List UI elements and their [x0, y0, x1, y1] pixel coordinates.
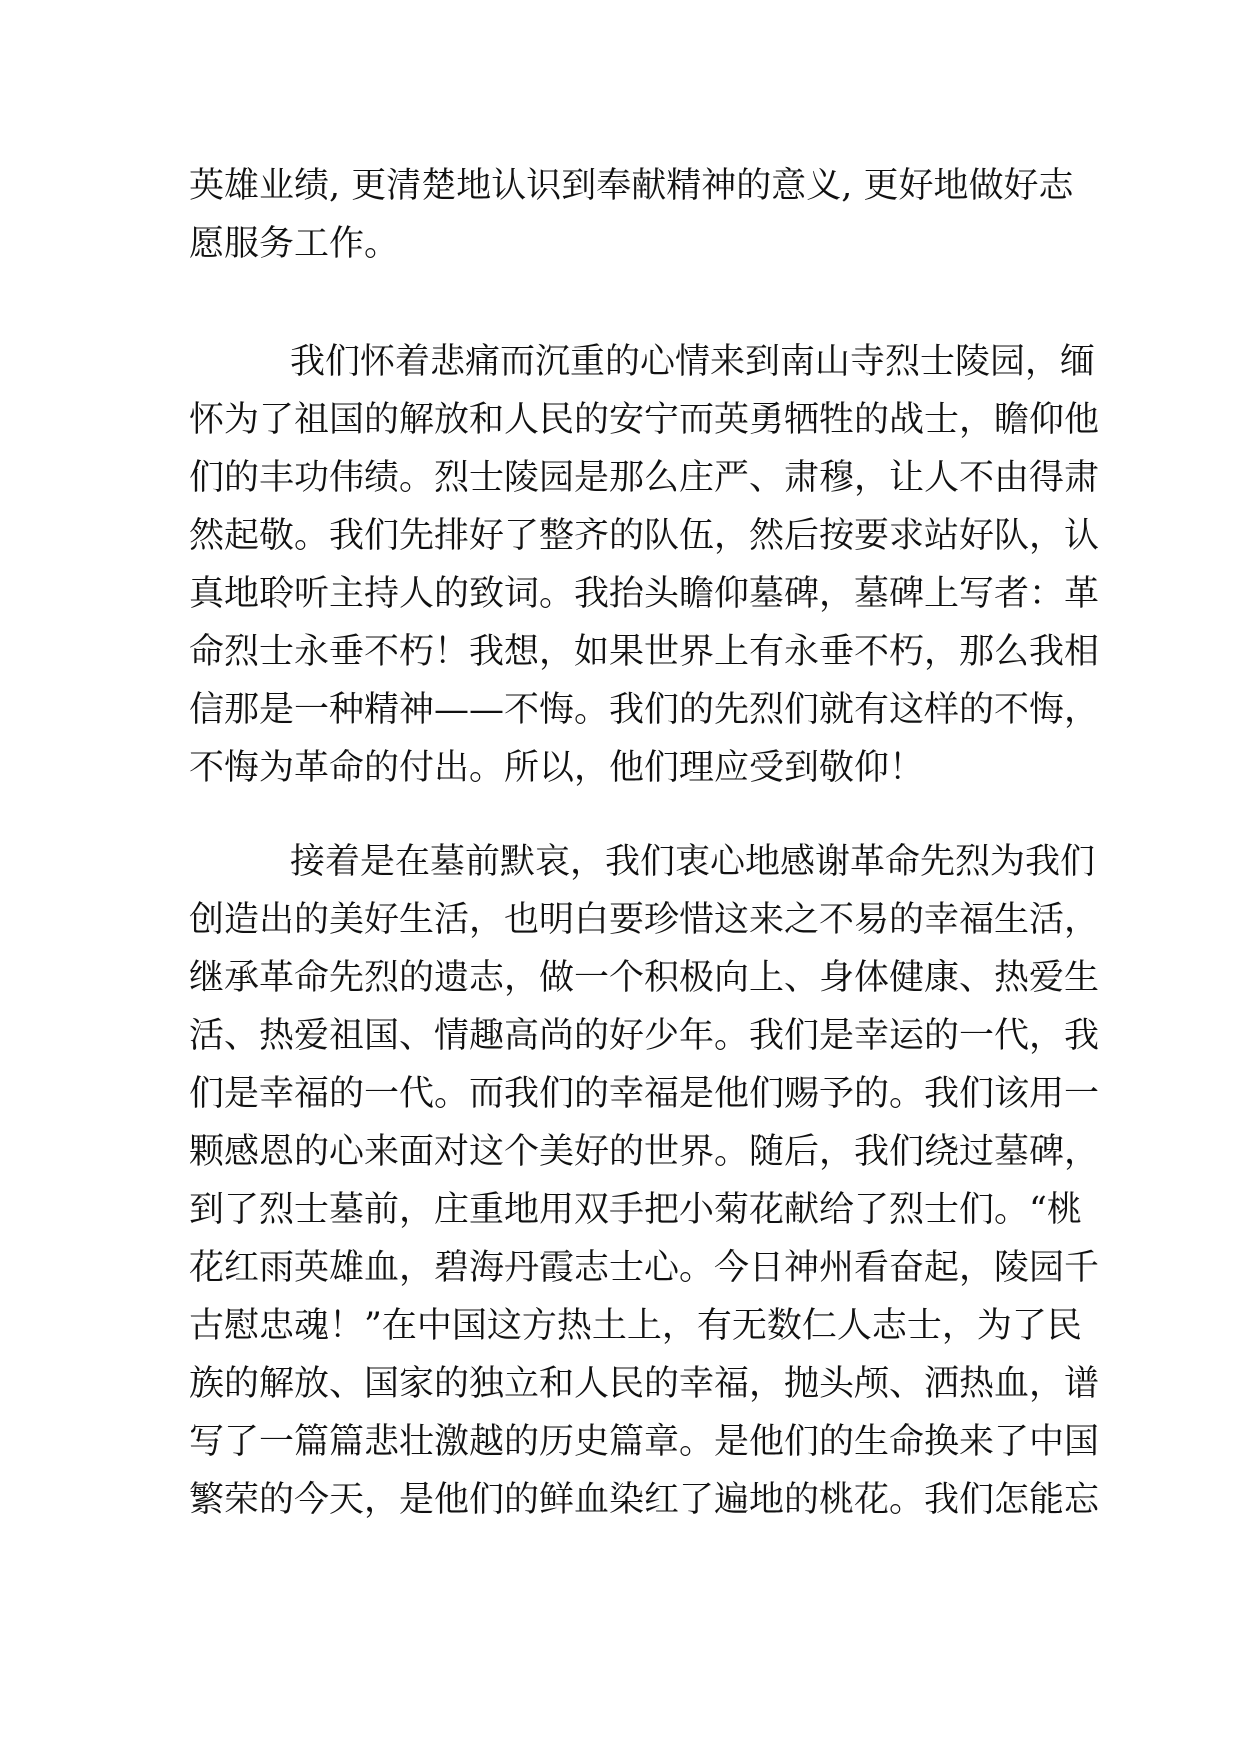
- paragraph-line: 们的丰功伟绩。烈士陵园是那么庄严、肃穆，让人不由得肃: [189, 458, 1100, 498]
- paragraph-line: 写了一篇篇悲壮激越的历史篇章。是他们的生命换来了中国: [189, 1422, 1100, 1462]
- paragraph-2: [189, 333, 1100, 797]
- paragraph-line: 不悔为革命的付出。所以，他们理应受到敬仰！: [189, 748, 925, 788]
- paragraph-line: 繁荣的今天，是他们的鲜血染红了遍地的桃花。我们怎能忘: [189, 1480, 1100, 1520]
- paragraph-3: [189, 833, 1100, 1529]
- paragraph-line: 活、热爱祖国、情趣高尚的好少年。我们是幸运的一代，我: [189, 1016, 1100, 1056]
- paragraph-line: 命烈士永垂不朽！我想，如果世界上有永垂不朽，那么我相: [189, 632, 1100, 672]
- paragraph-line: 花红雨英雄血，碧海丹霞志士心。今日神州看奋起，陵园千: [189, 1248, 1100, 1288]
- paragraph-line: 们是幸福的一代。而我们的幸福是他们赐予的。我们该用一: [189, 1074, 1100, 1114]
- paragraph-line: 接着是在墓前默哀，我们衷心地感谢革命先烈为我们: [290, 842, 1096, 882]
- paragraph-line: 我们怀着悲痛而沉重的心情来到南山寺烈士陵园，缅: [290, 342, 1096, 382]
- paragraph-line: 到了烈士墓前，庄重地用双手把小菊花献给了烈士们。“桃: [189, 1190, 1082, 1230]
- paragraph-line: 颗感恩的心来面对这个美好的世界。随后，我们绕过墓碑，: [189, 1132, 1100, 1172]
- paragraph-line: 真地聆听主持人的致词。我抬头瞻仰墓碑，墓碑上写者：革: [189, 574, 1100, 614]
- paragraph-line: 创造出的美好生活，也明白要珍惜这来之不易的幸福生活，: [189, 900, 1100, 940]
- paragraph-line: 古慰忠魂！”在中国这方热土上，有无数仁人志士，为了民: [189, 1306, 1082, 1346]
- paragraph-line: 怀为了祖国的解放和人民的安宁而英勇牺牲的战士，瞻仰他: [189, 400, 1100, 440]
- paragraph-line: 然起敬。我们先排好了整齐的队伍，然后按要求站好队，认: [189, 516, 1100, 556]
- paragraph-line: 英雄业绩, 更清楚地认识到奉献精神的意义, 更好地做好志: [189, 166, 1074, 206]
- paragraph-line: 继承革命先烈的遗志，做一个积极向上、身体健康、热爱生: [189, 958, 1100, 998]
- paragraph-line: 信那是一种精神——不悔。我们的先烈们就有这样的不悔，: [189, 690, 1100, 730]
- paragraph-line: 愿服务工作。: [189, 224, 400, 264]
- paragraph-line: 族的解放、国家的独立和人民的幸福，抛头颅、洒热血，谱: [189, 1364, 1100, 1404]
- paragraph-1: [189, 157, 1074, 273]
